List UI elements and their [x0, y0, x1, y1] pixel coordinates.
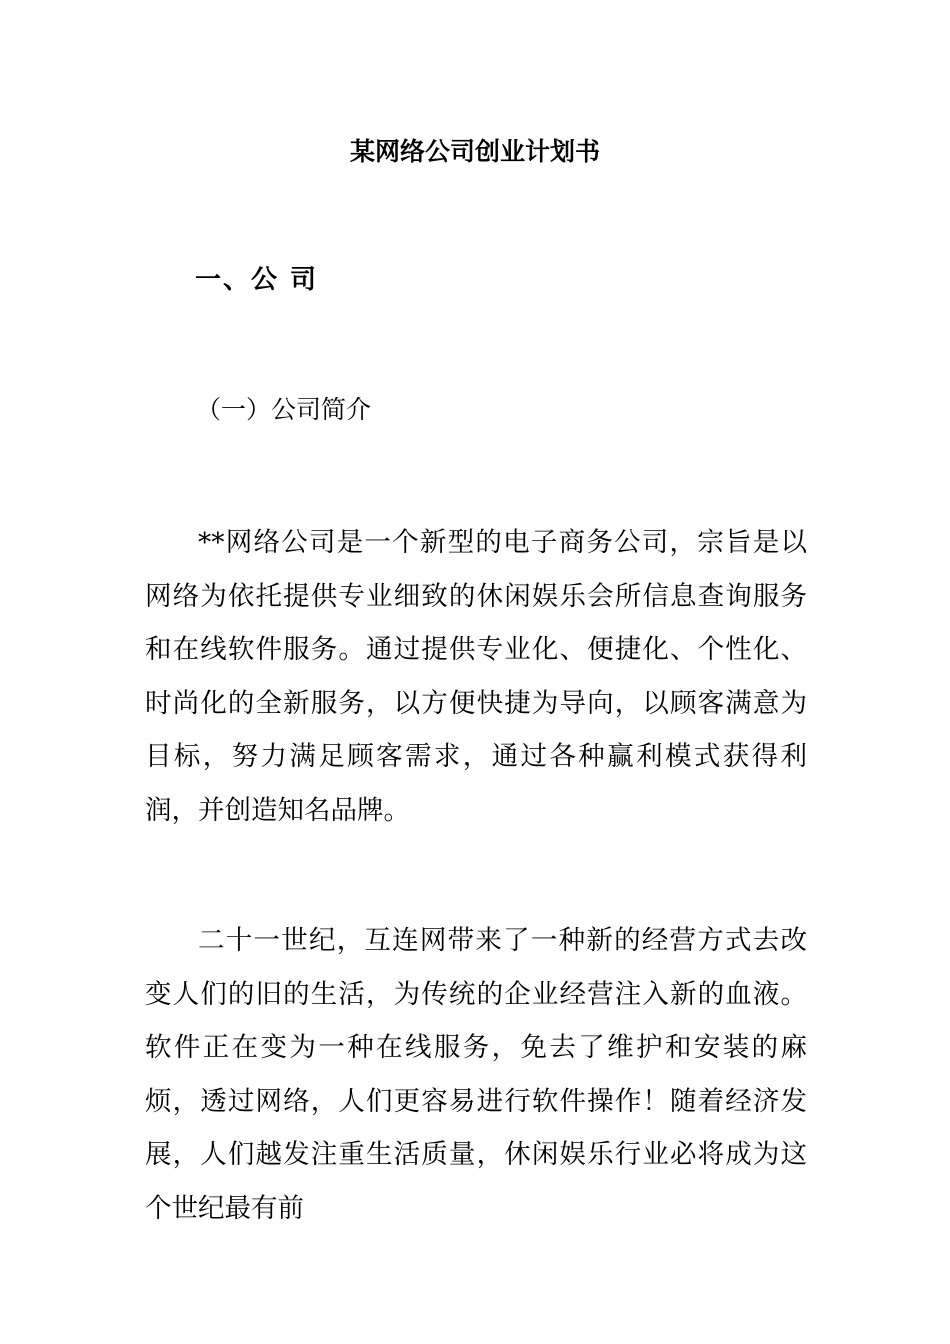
paragraph-internet-era: 二十一世纪，互连网带来了一种新的经营方式去改变人们的旧的生活，为传统的企业经营注入新的血液。软件正在变为一种在线服务，免去了维护和安装的麻烦，透过网络，人们更容易进行软件操作！随着经济发展，人们越发注重生活质量，休闲娱乐行业必将成为这个世纪最有前 [145, 925, 807, 1224]
paragraph-company-intro: **网络公司是一个新型的电子商务公司，宗旨是以网络为依托提供专业细致的休闲娱乐会所信息查询服务和在线软件服务。通过提供专业化、便捷化、个性化、时尚化的全新服务，以方便快捷为导向，以顾客满意为目标，努力满足顾客需求，通过各种赢利模式获得利润，并创造知名品牌。 [145, 527, 807, 826]
document-title: 某网络公司创业计划书 [349, 137, 600, 166]
section-heading-company: 一、公 司 [195, 265, 319, 295]
subsection-heading-company-intro: （一）公司简介 [196, 395, 372, 424]
